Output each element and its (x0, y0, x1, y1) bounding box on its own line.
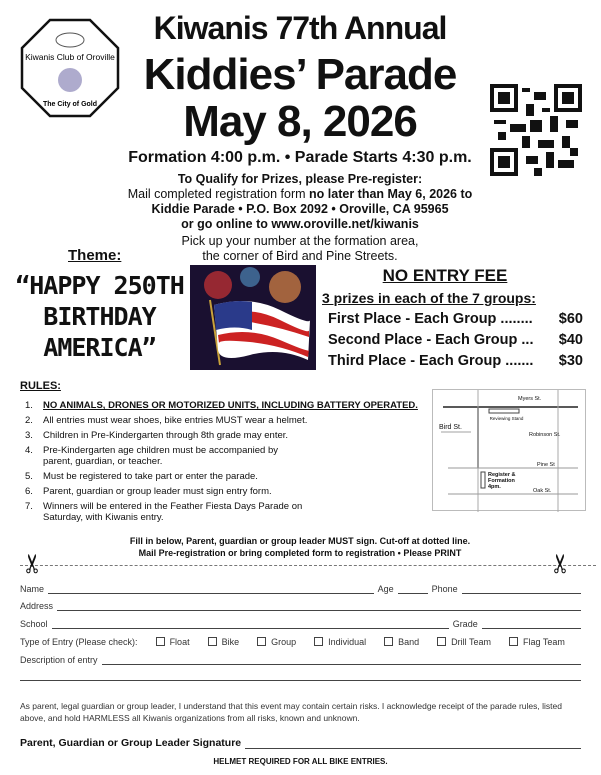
map-label-bird: Bird St. (439, 424, 462, 431)
cutoff-instructions (60, 535, 540, 559)
register-heading: To Qualify for Prizes, please Pre-register: (177, 172, 423, 186)
checkbox-float[interactable]: Float (142, 637, 190, 647)
description-field-2[interactable] (20, 673, 581, 681)
rule-item: 4. Pre-Kindergarten age children must be accompanied by parent, guardian, or teacher. (25, 445, 278, 467)
helmet-notice: HELMET REQUIRED FOR ALL BIKE ENTRIES. (213, 757, 388, 766)
theme-text (12, 270, 187, 363)
prize-label: Third Place - Each Group ....... (328, 353, 534, 369)
cutoff-line1: Fill in below, Parent, guardian or group leader MUST sign. Cut-off at dotted line. (129, 536, 471, 546)
checkbox-band[interactable]: Band (370, 637, 419, 647)
prize-amount: $60 (558, 311, 583, 327)
rule-item: 1. NO ANIMALS, DRONES OR MOTORIZED UNITS, INCLUDING BATTERY OPERATED. (25, 400, 418, 411)
name-row (20, 584, 581, 594)
grade-label: Grade (452, 619, 478, 629)
prizes-heading: 3 prizes in each of the 7 groups: (322, 290, 536, 306)
svg-text:Kiwanis Club of Oroville: Kiwanis Club of Oroville (25, 52, 115, 62)
prize-amount: $40 (558, 332, 583, 348)
route-map (432, 389, 586, 511)
deadline-text: no later than May 6, 2026 to (309, 187, 473, 201)
rule-item: 3. Children in Pre-Kindergarten through 8th grade may enter. (25, 430, 289, 441)
prize-second (328, 332, 583, 348)
qr-code[interactable] (490, 84, 582, 176)
map-label-oak: Oak St. (533, 488, 552, 494)
online-link[interactable]: or go online to www.oroville.net/kiwanis (181, 217, 419, 231)
flag-fireworks-image (190, 265, 316, 370)
disclaimer: As parent, legal guardian or group leader, I understand that this event may contain certain risks. I acknowledge receipt of the parade rules, listed above, and hold HARMLESS all Kiwanis organizations from all risks, known and unknown. (20, 701, 562, 723)
svg-text:The City of Gold: The City of Gold (42, 101, 98, 108)
prize-amount: $30 (558, 353, 583, 369)
prize-first (328, 311, 583, 327)
prize-third (328, 353, 583, 369)
description-field[interactable] (102, 657, 581, 665)
rules-heading: RULES: (20, 380, 61, 392)
entry-type-label: Type of Entry (Please check): (20, 637, 138, 647)
theme-line2: BIRTHDAY (43, 302, 156, 331)
description-row-2 (20, 673, 581, 681)
checkbox-individual[interactable]: Individual (300, 637, 366, 647)
phone-field[interactable] (462, 586, 581, 594)
pickup-line1: Pick up your number at the formation area, (181, 234, 419, 248)
rule-item: 6. Parent, guardian or group leader must sign entry form. (25, 486, 272, 497)
checkbox-bike[interactable]: Bike (194, 637, 240, 647)
school-label: School (20, 619, 48, 629)
scissors-icon: ✂ (544, 552, 575, 575)
kiwanis-logo (20, 18, 120, 118)
title-line1: Kiwanis 77th Annual (153, 10, 447, 46)
grade-field[interactable] (482, 621, 581, 629)
name-field[interactable] (48, 586, 374, 594)
prize-label: Second Place - Each Group ... (328, 332, 534, 348)
age-label: Age (377, 584, 394, 594)
signature-label: Parent, Guardian or Group Leader Signature (20, 737, 242, 749)
address-label: Address (20, 601, 54, 611)
signature-row (20, 737, 581, 749)
cutoff-line2: Mail Pre-registration or bring completed form to registration • Please PRINT (138, 548, 462, 558)
title-line2: Kiddies’ Parade (143, 50, 457, 99)
description-label: Description of entry (20, 655, 98, 665)
registration-info (110, 172, 490, 264)
theme-line1: “HAPPY 250TH (15, 271, 184, 300)
entry-type-row (20, 637, 581, 647)
event-times: Formation 4:00 p.m. • Parade Starts 4:30 p.m. (128, 149, 472, 166)
checkbox-drill-team[interactable]: Drill Team (423, 637, 491, 647)
map-label-stand: Reviewing Stand (489, 416, 524, 421)
title-line3: May 8, 2026 (183, 97, 417, 146)
pickup-line2: the corner of Bird and Pine Streets. (202, 249, 398, 263)
rule-item: 5. Must be registered to take part or enter the parade. (25, 471, 258, 482)
school-field[interactable] (52, 621, 449, 629)
age-field[interactable] (398, 586, 428, 594)
mail-text: Mail completed registration form (127, 187, 310, 201)
school-row (20, 619, 581, 629)
checkbox-flag-team[interactable]: Flag Team (495, 637, 565, 647)
theme-label: Theme: (68, 247, 122, 264)
cut-line (20, 565, 596, 566)
map-label-myers: Myers St. (518, 396, 542, 402)
prize-label: First Place - Each Group ........ (328, 311, 533, 327)
rules-list (25, 400, 420, 527)
scissors-icon: ✂ (17, 552, 48, 575)
address-row (20, 601, 581, 611)
signature-field[interactable] (245, 741, 581, 749)
description-row (20, 655, 581, 665)
no-entry-fee: NO ENTRY FEE (382, 266, 508, 285)
name-label: Name (20, 584, 45, 594)
map-label-pine: Pine St (537, 462, 555, 468)
address-field[interactable] (57, 603, 581, 611)
checkbox-group[interactable]: Group (243, 637, 296, 647)
theme-line3: AMERICA” (43, 333, 156, 362)
phone-label: Phone (431, 584, 458, 594)
rule-item: 7. Winners will be entered in the Feather Fiesta Days Parade on Saturday, with Kiwanis entry. (25, 501, 303, 523)
rule-item: 2. All entries must wear shoes, bike entries MUST wear a helmet. (25, 415, 308, 426)
mailing-address: Kiddie Parade • P.O. Box 2092 • Oroville, CA 95965 (151, 202, 449, 216)
map-label-robinson: Robinson St. (529, 432, 561, 438)
map-label-register: Register & Formation 4pm. (488, 472, 516, 490)
